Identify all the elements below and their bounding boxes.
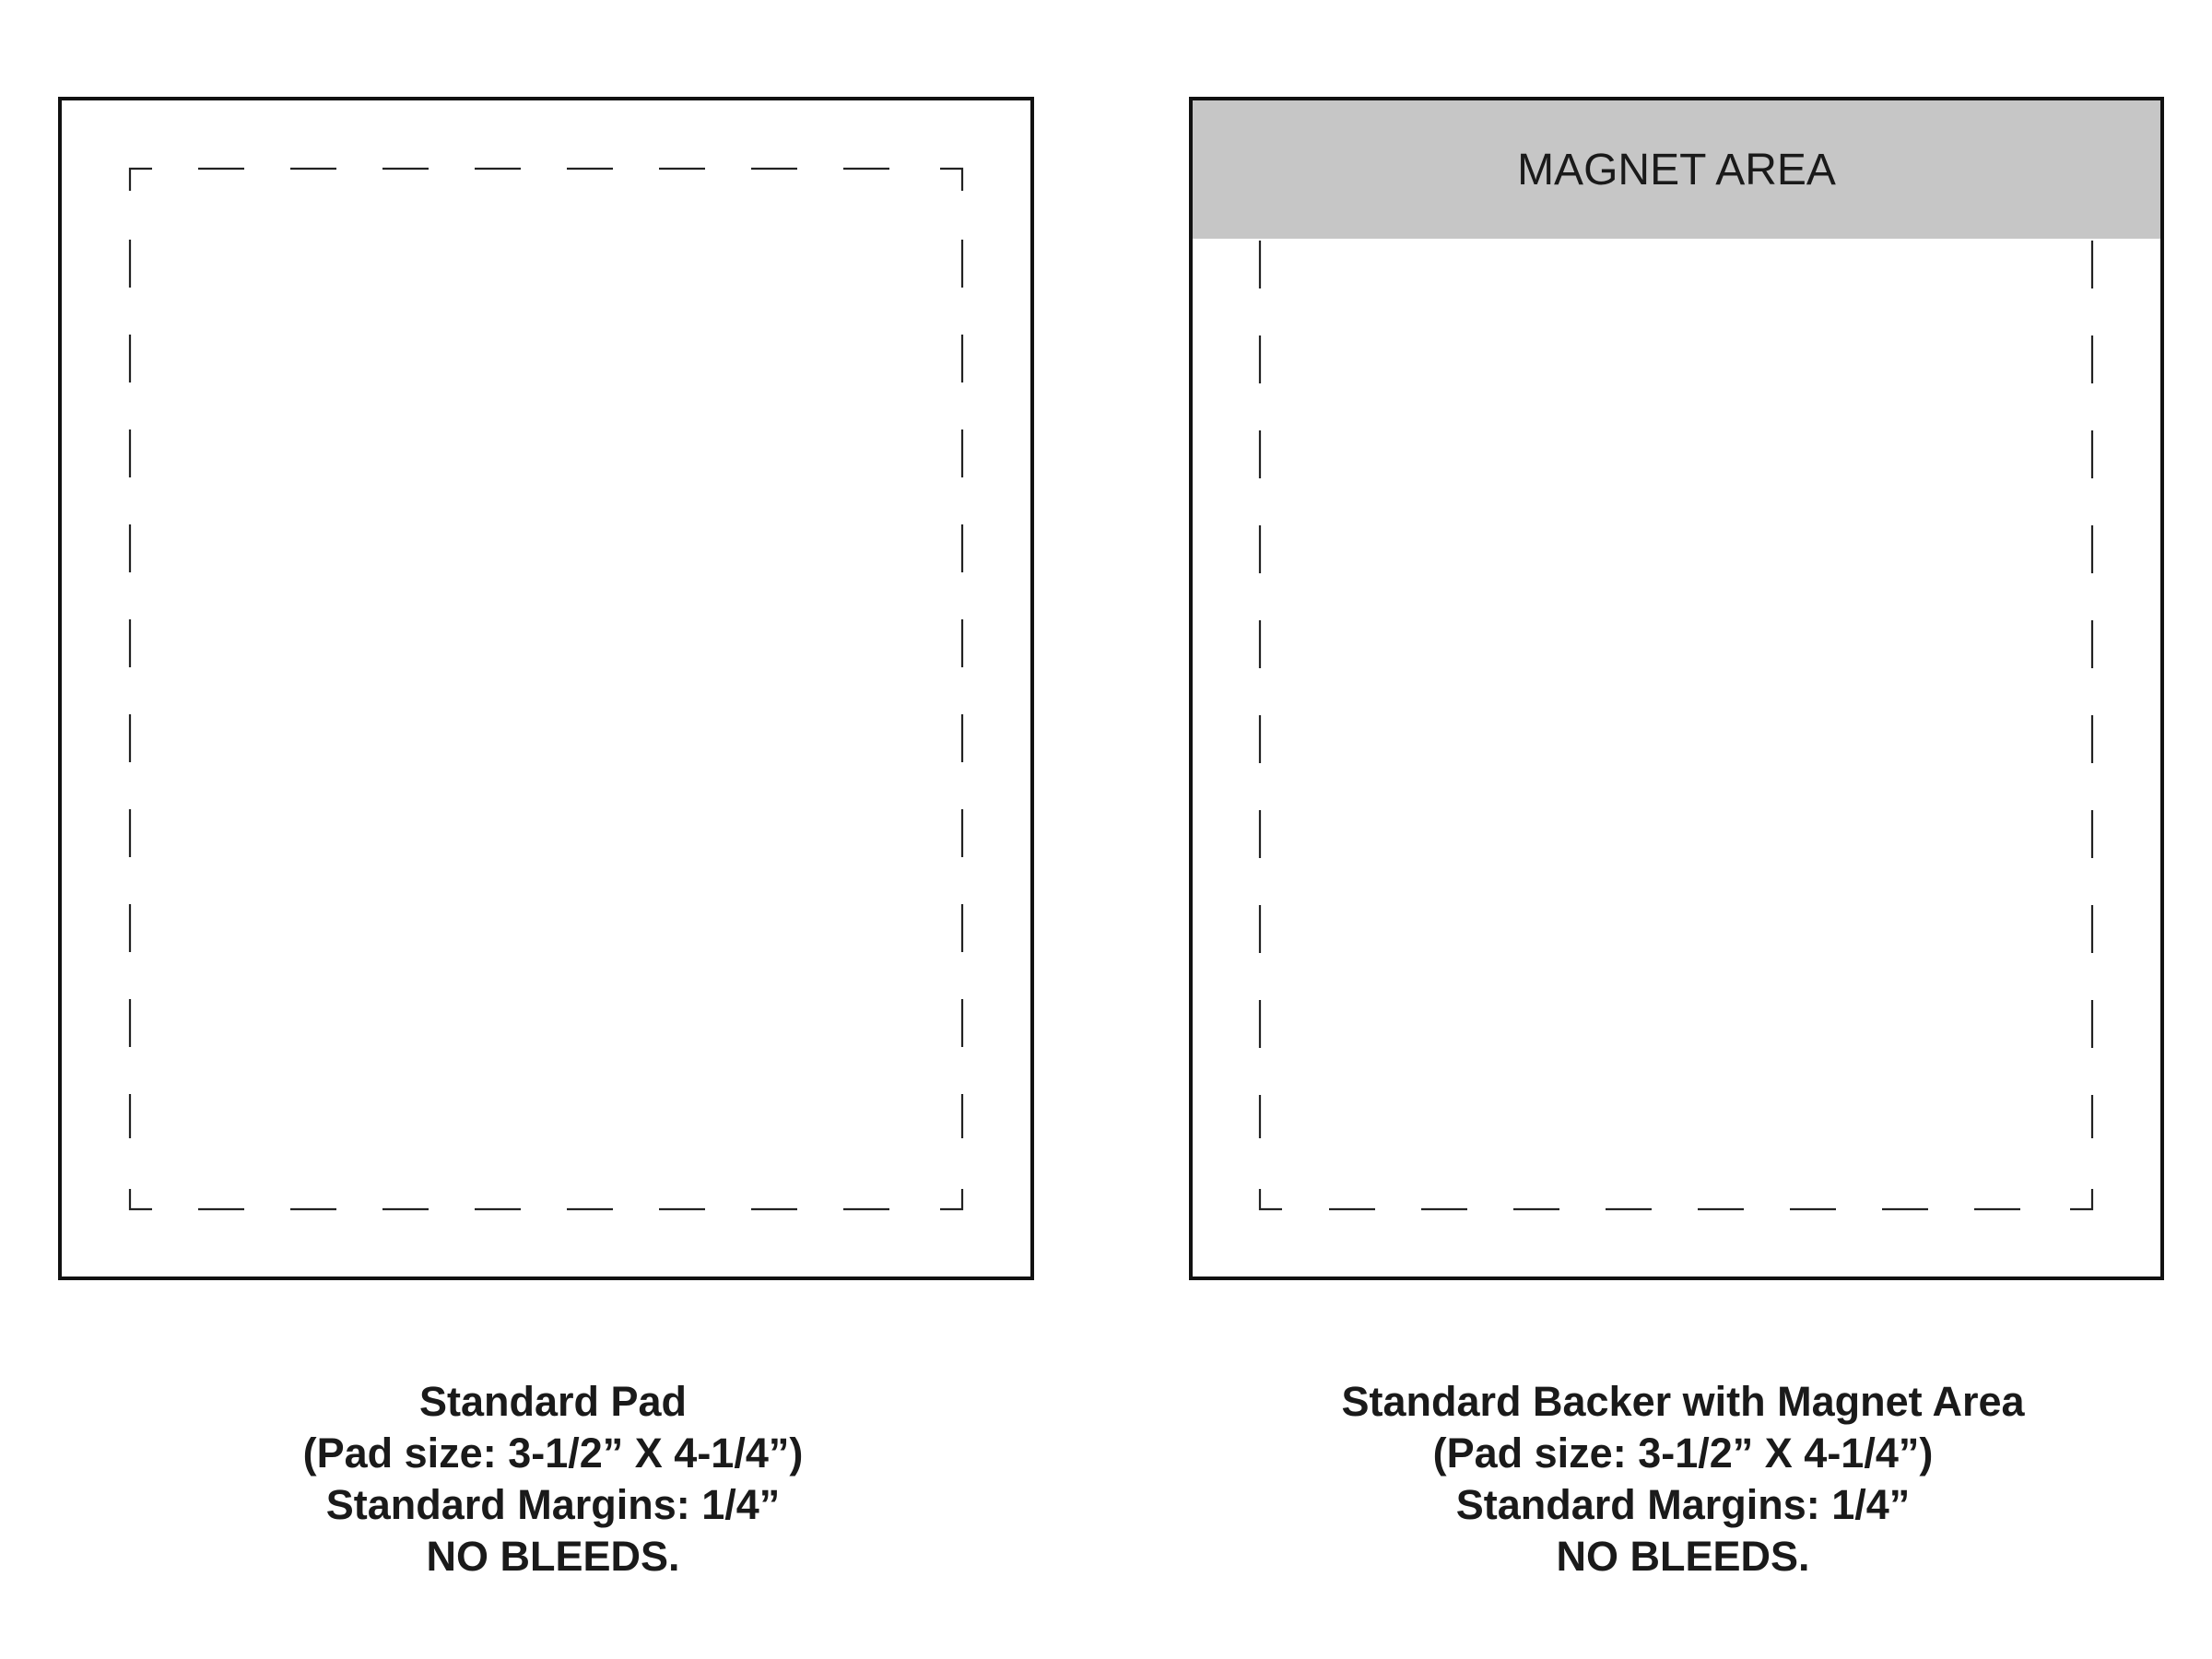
caption-title: Standard Backer with Magnet Area [1341, 1378, 2025, 1425]
standard-backer-template [1191, 99, 2162, 1278]
standard-pad-template [60, 99, 1032, 1278]
caption-bleeds: NO BLEEDS. [1556, 1533, 1810, 1580]
caption-pad-size: (Pad size: 3-1/2” X 4-1/4”) [1432, 1430, 1934, 1477]
backer-outline [1191, 99, 2162, 1278]
standard-backer-caption [1176, 1376, 2190, 1583]
caption-bleeds: NO BLEEDS. [426, 1533, 680, 1580]
caption-pad-size: (Pad size: 3-1/2” X 4-1/4”) [302, 1430, 804, 1477]
safe-area-margin-guide [1260, 241, 2092, 1209]
standard-pad-caption [46, 1376, 1060, 1583]
pad-outline [60, 99, 1032, 1278]
caption-margins: Standard Margins: 1/4” [1455, 1481, 1911, 1528]
magnet-area-label: MAGNET AREA [1517, 146, 1836, 194]
caption-margins: Standard Margins: 1/4” [325, 1481, 781, 1528]
caption-title: Standard Pad [418, 1378, 688, 1425]
